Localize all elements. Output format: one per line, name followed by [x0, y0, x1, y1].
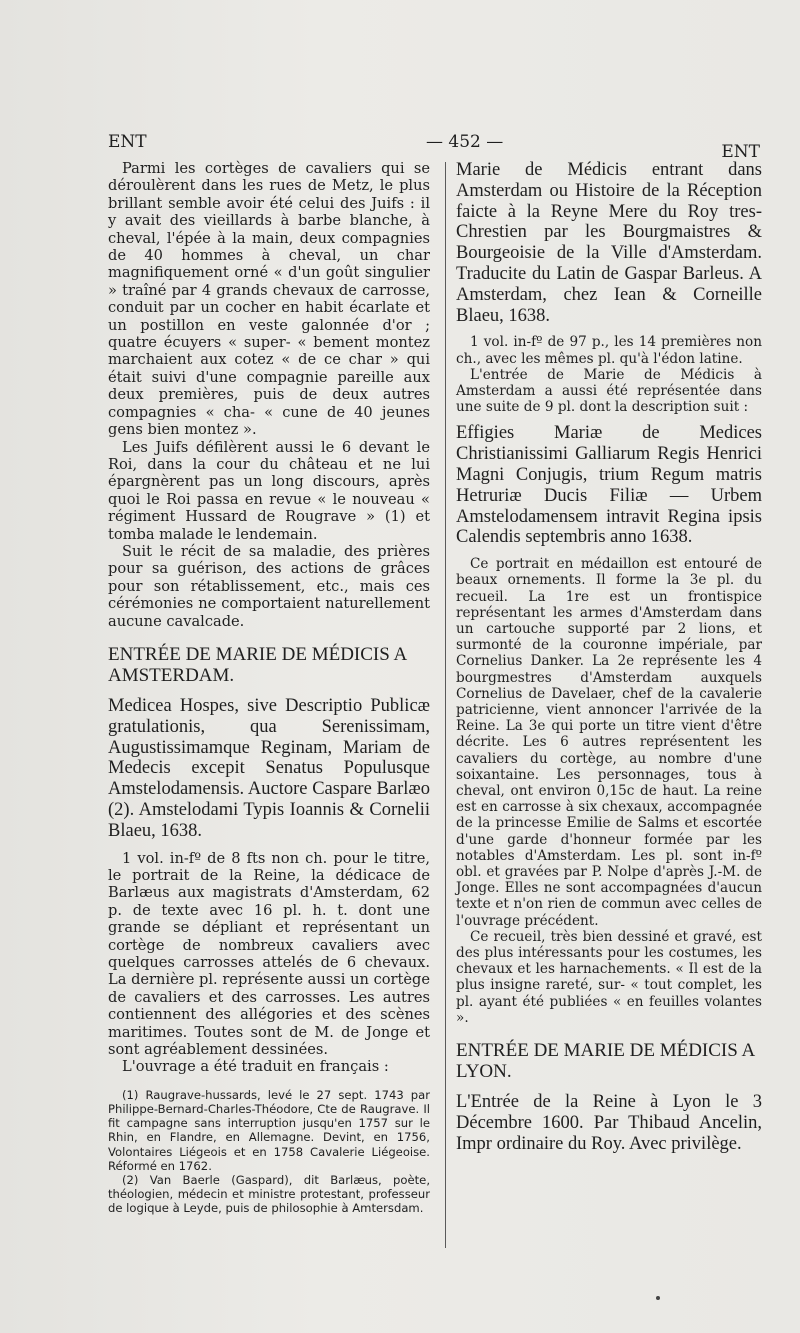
translation-title: Marie de Médicis entrant dans Amsterdam ou Histoire de la Réception faicte à la Reyne Mere du Roy tres-Chrestien par les Bourgmaistres & Bourgeoisie de la Ville d'Amsterdam. Traducite du Latin de Gaspar Barleus. A Amsterdam, chez Iean & Corneille Blaeu, 1638. [456, 160, 762, 326]
plate-description: Ce recueil, très bien dessiné et gravé, est des plus intéressants pour les costumes, les chevaux et les harnachements. « Il est de la plus insigne rareté, sur- « tout complet, les pl. ayant été publiées « en feuilles volantes ». [456, 928, 762, 1026]
book-description: 1 vol. in-fº de 8 fts non ch. pour le titre, le portrait de la Reine, la dédicace de Barlæus aux magistrats d'Amsterdam, 62 p. de texte avec 16 pl. h. t. dont une grande se dépliant et représentant un cortège de nombreux cavaliers avec quelques carrosses attelés de 6 chevaux. La dernière pl. représente aussi un cortège de cavaliers et des carrosses. Les autres contiennent des allégories et des scènes maritimes. Toutes sont de M. de Jonge et sont agréablement dessinées. [108, 849, 430, 1059]
book-description: L'ouvrage a été traduit en français : [122, 1058, 389, 1076]
section-title-lyon: ENTRÉE DE MARIE DE MÉDICIS A LYON. [456, 1040, 755, 1083]
lyon-title: L'Entrée de la Reine à Lyon le 3 Décembre 1600. Par Thibaud Ancelin, Impr ordinaire du Roy. Avec privilège. [456, 1092, 762, 1154]
ink-speck [656, 1296, 660, 1300]
footnote: (2) Van Baerle (Gaspard), dit Barlæus, poète, théologien, médecin et ministre protestant, professeur de logique à Leyde, puis de philosophie à Amtersdam. [108, 1173, 430, 1216]
footnotes [108, 1088, 430, 1216]
header-left: ENT [108, 132, 147, 152]
plate-title: Effigies Mariæ de Medices Christianissimi Galliarum Regis Henrici Magni Conjugis, trium Regum matris Hetruriæ Ducis Filiæ — Urbem Amstelodamensem intravit Regina ipsis Calendis septembris anno 1638. [456, 423, 762, 548]
page-number: — 452 — [426, 132, 504, 152]
paragraph: Les Juifs défilèrent aussi le 6 devant le Roi, dans la cour du château et ne lui épargnèrent pas un long discours, après quoi le Roi passa en revue « le nouveau « régiment Hussard de Rougrave » (1) et tomba malade le lendemain. [108, 438, 430, 543]
book-description: 1 vol. in-fº de 97 p., les 14 premières non ch., avec les mêmes pl. qu'à l'édon latine. [456, 334, 762, 367]
right-column [456, 160, 762, 1154]
header-right: ENT [721, 142, 760, 162]
book-title: Medicea Hospes, sive Descriptio Publicæ gratulationis, qua Serenissimam, Augustissimamque Reginam, Mariam de Medecis excepit Senatus Populusque Amstelodamensis. Auctore Caspare Barlæo (2). Amstelodami Typis Ioannis & Cornelii Blaeu, 1638. [108, 695, 430, 841]
left-column [108, 160, 430, 1216]
plate-description: Ce portrait en médaillon est entouré de beaux ornements. Il forme la 3e pl. du recueil. La 1re est un frontispice représentant les armes d'Amsterdam dans un cartouche supporté par 2 lions, et surmonté de la couronne impériale, par Cornelius Danker. La 2e représente les 4 bourgmestres d'Amsterdam auxquels Cornelius de Davelaer, chef de la cavalerie patricienne, vient annoncer l'arrivée de la Reine. La 3e qui porte un titre vient d'être décrite. Les 6 autres représentent les cavaliers du cortège, au nombre d'une soixantaine. Les personnages, tous à cheval, ont environ 0,15c de haut. La reine est en carrosse à six chexaux, accompagnée de la princesse Emilie de Salms et escortée d'une garde d'honneur formée par les notables d'Amsterdam. Les pl. sont in-fº obl. et gravées par P. Nolpe d'après J.-M. de Jonge. Elles ne sont accompagnées d'aucun texte et n'on rien de commun avec celles de l'ouvrage précédent. [456, 556, 762, 929]
footnote: (1) Raugrave-hussards, levé le 27 sept. 1743 par Philippe-Bernard-Charles-Théodore, Cte de Raugrave. Il fit campagne sans interruption jusqu'en 1757 sur le Rhin, en Flandre, en Allemagne. Devint, en 1756, Volontaires Liégeois et en 1758 Cavalerie Liégeoise. Réformé en 1762. [108, 1087, 430, 1173]
section-title-amsterdam: ENTRÉE DE MARIE DE MÉDICIS A AMSTERDAM. [108, 643, 407, 686]
paragraph: Suit le récit de sa maladie, des prières pour sa guérison, des actions de grâces pour son rétablissement, etc., mais ces cérémonies ne comportaient naturellement aucune cavalcade. [108, 542, 430, 630]
book-description: L'entrée de Marie de Médicis à Amsterdam a aussi été représentée dans une suite de 9 pl. dont la description suit : [456, 366, 762, 416]
running-header [108, 132, 760, 162]
paragraph: Parmi les cortèges de cavaliers qui se déroulèrent dans les rues de Metz, le plus brillant semble avoir été celui des Juifs : il y avait des vieillards à barbe blanche, à cheval, l'épée à la main, deux compagnies de 40 hommes à cheval, un char magnifiquement orné « d'un goût singulier » traîné par 4 grands chevaux de carrosse, conduit par un cocher en habit écarlate et un postillon en veste galonnée d'or ; quatre écuyers « super- « bement montez marchaient aux cotez « de ce char » qui était suivi d'une compagnie pareille aux deux premières, puis de deux autres compagnies « cha- « cune de 40 jeunes gens bien montez ». [108, 160, 430, 439]
column-divider [445, 162, 446, 1248]
